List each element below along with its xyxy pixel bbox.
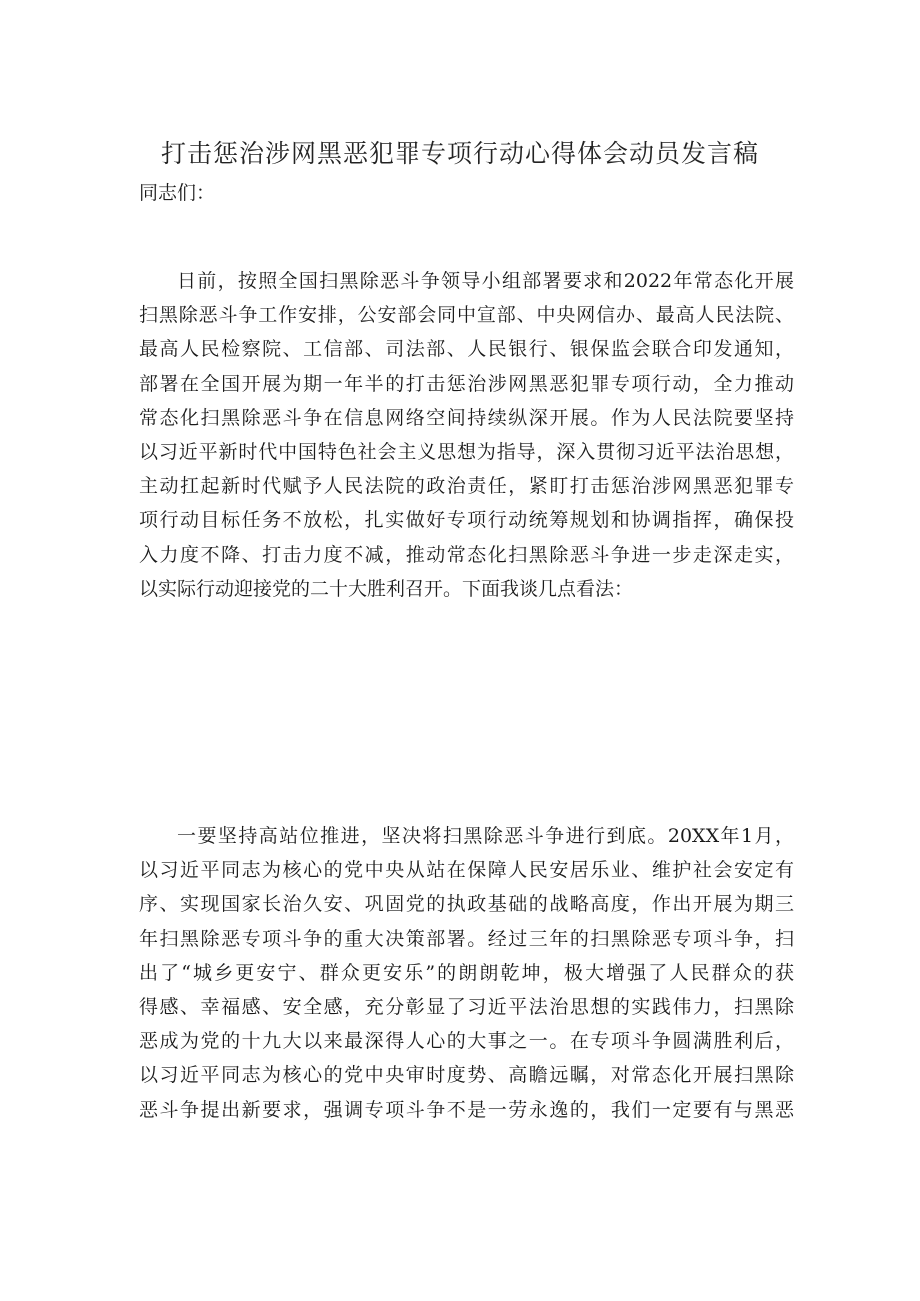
paragraph-line: 以实际行动迎接党的二十大胜利召开。下面我谈几点看法： (139, 577, 634, 600)
paragraph-line: 年扫黑除恶专项斗争的重大决策部署。经过三年的扫黑除恶专项斗争，扫 (139, 927, 794, 950)
paragraph-line: 序、实现国家长治久安、巩固党的执政基础的战略高度，作出开展为期三 (139, 893, 794, 916)
paragraph-line: 部署在全国开展为期一年半的打击惩治涉网黑恶犯罪专项行动，全力推动 (139, 372, 794, 395)
paragraph-line: 主动扛起新时代赋予人民法院的政治责任，紧盯打击惩治涉网黑恶犯罪专 (139, 475, 794, 498)
document-title: 打击惩治涉网黑恶犯罪专项行动心得体会动员发言稿 (160, 139, 759, 168)
paragraph-line: 以习近平同志为核心的党中央从站在保障人民安居乐业、维护社会安定有 (139, 859, 794, 882)
paragraph-line: 日前，按照全国扫黑除恶斗争领导小组部署要求和2022年常态化开展 (177, 270, 794, 292)
paragraph-line: 扫黑除恶斗争工作安排，公安部会同中宣部、中央网信办、最高人民法院、 (139, 304, 794, 327)
paragraph-line: 一要坚持高站位推进，坚决将扫黑除恶斗争进行到底。20XX年1月， (177, 825, 794, 847)
paragraph-line: 恶斗争提出新要求，强调专项斗争不是一劳永逸的，我们一定要有与黑恶 (139, 1098, 794, 1121)
paragraph-2 (139, 819, 794, 1127)
salutation: 同志们： (139, 182, 216, 204)
paragraph-line: 入力度不降、打击力度不减，推动常态化扫黑除恶斗争进一步走深走实， (139, 543, 794, 566)
paragraph-line: 得感、幸福感、安全感，充分彰显了习近平法治思想的实践伟力，扫黑除 (139, 996, 794, 1019)
paragraph-line: 最高人民检察院、工信部、司法部、人民银行、银保监会联合印发通知， (139, 338, 794, 361)
paragraph-1 (139, 264, 794, 606)
paragraph-line: 项行动目标任务不放松，扎实做好专项行动统筹规划和协调指挥，确保投 (139, 509, 794, 532)
paragraph-line: 常态化扫黑除恶斗争在信息网络空间持续纵深开展。作为人民法院要坚持 (139, 406, 794, 429)
paragraph-line: 以习近平同志为核心的党中央审时度势、高瞻远瞩，对常态化开展扫黑除 (139, 1064, 794, 1087)
paragraph-line: 出了“城乡更安宁、群众更安乐”的朗朗乾坤，极大增强了人民群众的获 (139, 961, 794, 984)
paragraph-line: 以习近平新时代中国特色社会主义思想为指导，深入贯彻习近平法治思想， (139, 441, 794, 464)
paragraph-line: 恶成为党的十九大以来最深得人心的大事之一。在专项斗争圆满胜利后， (139, 1030, 794, 1053)
